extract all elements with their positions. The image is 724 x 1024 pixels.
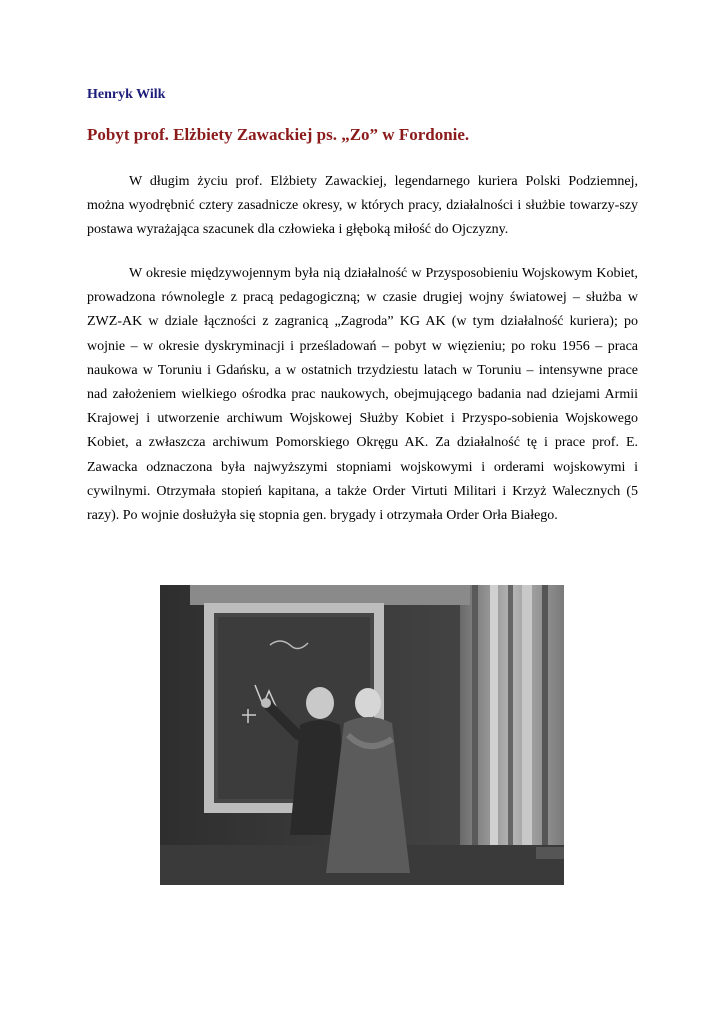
paragraph-intro: W długim życiu prof. Elżbiety Zawackiej, legendarnego kuriera Polski Podziemnej, można wyodrębnić cztery zasadnicze okresy, w których pracy, działalności i służbie towarzy-szy postawa wyrażająca szacunek dla człowieka i głęboką miłość do Ojczyzny. xyxy=(87,174,638,238)
author-name: Henryk Wilk xyxy=(87,87,166,102)
paragraph-biography: W okresie międzywojennym była nią działalność w Przysposobieniu Wojskowym Kobiet, prowadzona równolegle z pracą pedagogiczną; w czasie drugiej wojny światowej – służba w ZWZ-AK w dziale łączności z zagranicą „Zagroda” KG AK (w tym działalność kuriera); po wojnie – w okresie dyskryminacji i prześladowań – pobyt w więzieniu; po roku 1956 – praca naukowa w Toruniu i Gdańsku, a w ostatnich trzydziestu latach w Toruniu – intensywne prace nad założeniem wielkiego ośrodka prac naukowych, obejmującego badania nad dziejami Armii Krajowej i utworzenie archiwum Wojskowej Służby Kobiet i Przyspo-sobienia Wojskowego Kobiet, a zwłaszcza archiwum Pomorskiego Okręgu AK. Za działalność tę i prace prof. E. Zawacka odznaczona była najwyższymi stopniami wojskowymi i orderami wojskowymi i cywilnymi. Otrzymała stopień kapitana, a także Order Virtuti Militari i Krzyż Walecznych (5 razy). Po wojnie dosłużyła się stopnia gen. brygady i otrzymała Order Orła Białego. xyxy=(87,266,638,524)
article-title: Pobyt prof. Elżbiety Zawackiej ps. „Zo” w Fordonie. xyxy=(87,125,470,144)
historical-photo xyxy=(160,585,564,885)
